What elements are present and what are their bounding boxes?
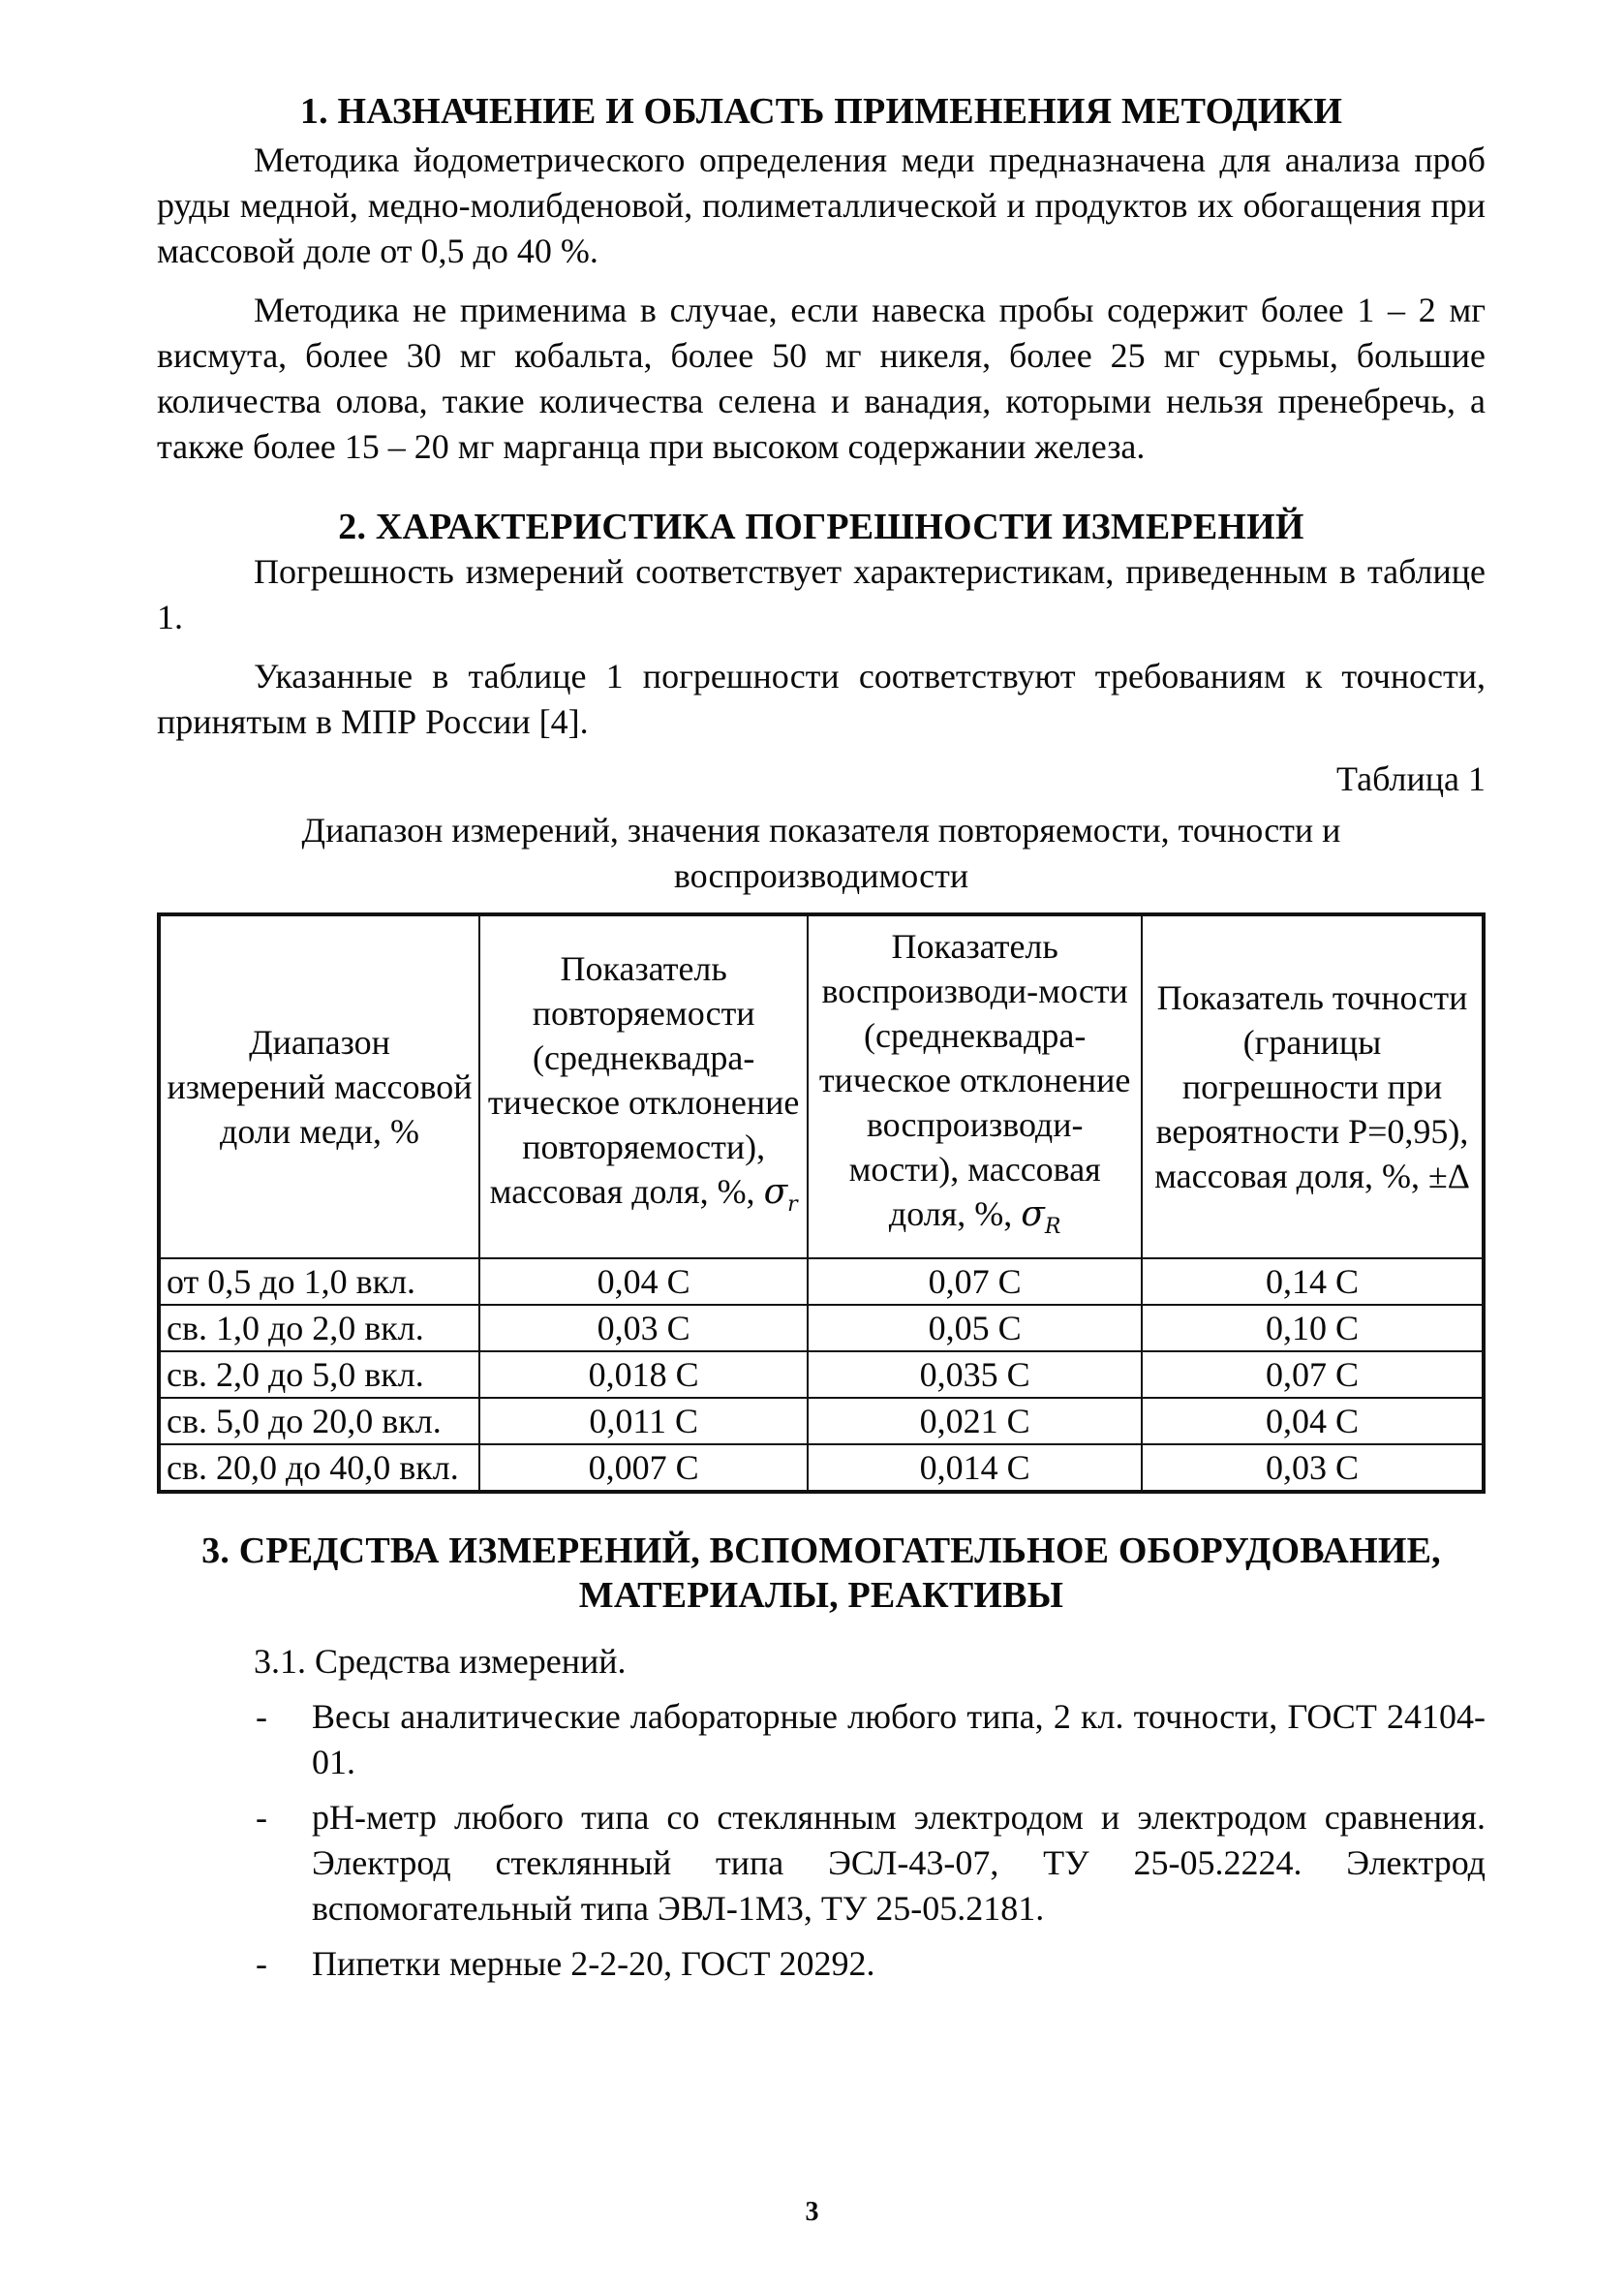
cell-range: св. 20,0 до 40,0 вкл. [159, 1444, 479, 1492]
section-3-title: 3. СРЕДСТВА ИЗМЕРЕНИЙ, ВСПОМОГАТЕЛЬНОЕ ОБОРУДОВАНИЕ, МАТЕРИАЛЫ, РЕАКТИВЫ [201, 1530, 1441, 1617]
cell-reproducibility: 0,05 С [808, 1305, 1142, 1351]
cell-reproducibility: 0,035 С [808, 1351, 1142, 1398]
header-reproducibility: Показатель воспроизводи-мости (среднеквадра-тическое отклонение воспроизводи-мости), массовая доля, %, $\sigma_R$ [808, 914, 1142, 1258]
list-item: - Пипетки мерные 2-2-20, ГОСТ 20292. [157, 1941, 1486, 1987]
list-dash: - [256, 1798, 267, 1838]
table-row [159, 1444, 1484, 1492]
section-2-title: 2. ХАРАКТЕРИСТИКА ПОГРЕШНОСТИ ИЗМЕРЕНИЙ [338, 507, 1304, 547]
cell-accuracy: 0,03 С [1142, 1444, 1484, 1492]
section-2-paragraph-1: Погрешность измерений соответствует характеристикам, приведенным в таблице 1. [157, 552, 1486, 636]
cell-range: св. 2,0 до 5,0 вкл. [159, 1351, 479, 1398]
table-label: Таблица 1 [1336, 759, 1486, 798]
table-caption: Диапазон измерений, значения показателя повторяемости, точности и воспроизводимости [301, 811, 1341, 895]
equipment-list [157, 1694, 1486, 1987]
cell-accuracy: 0,07 С [1142, 1351, 1484, 1398]
cell-reproducibility: 0,021 С [808, 1398, 1142, 1444]
section-1-title: 1. НАЗНАЧЕНИЕ И ОБЛАСТЬ ПРИМЕНЕНИЯ МЕТОДИКИ [299, 91, 1343, 132]
subsection-3-1-title: 3.1. Средства измерений. [254, 1642, 627, 1682]
cell-accuracy: 0,10 С [1142, 1305, 1484, 1351]
table-header-row [159, 914, 1484, 1258]
precision-table [157, 912, 1486, 1494]
page-number: 3 [805, 2197, 819, 2227]
header-range: Диапазон измерений массовой доли меди, % [159, 914, 479, 1258]
cell-repeatability: 0,04 С [479, 1258, 808, 1305]
cell-range: св. 5,0 до 20,0 вкл. [159, 1398, 479, 1444]
cell-range: от 0,5 до 1,0 вкл. [159, 1258, 479, 1305]
table-row [159, 1398, 1484, 1444]
list-item: - Весы аналитические лабораторные любого типа, 2 кл. точности, ГОСТ 24104-01. [157, 1694, 1486, 1785]
header-repeatability: Показатель повторяемости (среднеквадра-тическое отклонение повторяемости), массовая доля, %, $\sigma_r$ [479, 914, 808, 1258]
table-row [159, 1351, 1484, 1398]
document-page [157, 89, 1486, 1987]
cell-repeatability: 0,011 С [479, 1398, 808, 1444]
list-dash: - [256, 1697, 267, 1737]
section-1-paragraph-1: Методика йодометрического определения меди предназначена для анализа проб руды медной, медно-молибденовой, полиметаллической и продуктов их обогащения при массовой доле от 0,5 до 40 %. [157, 140, 1486, 270]
cell-reproducibility: 0,07 С [808, 1258, 1142, 1305]
table-row [159, 1258, 1484, 1305]
section-1-paragraph-2: Методика не применима в случае, если навеска пробы содержит более 1 – 2 мг висмута, более 30 мг кобальта, более 50 мг никеля, более 25 мг сурьмы, большие количества олова, такие количества селена и ванадия, которыми нельзя пренебречь, а также более 15 – 20 мг марганца при высоком содержании железа. [157, 291, 1486, 466]
section-2-paragraph-2: Указанные в таблице 1 погрешности соответствуют требованиям к точности, принятым в МПР России [4]. [157, 657, 1486, 741]
cell-accuracy: 0,04 С [1142, 1398, 1484, 1444]
list-dash: - [256, 1944, 267, 1984]
cell-reproducibility: 0,014 С [808, 1444, 1142, 1492]
cell-accuracy: 0,14 С [1142, 1258, 1484, 1305]
cell-range: св. 1,0 до 2,0 вкл. [159, 1305, 479, 1351]
list-item: - рН-метр любого типа со стеклянным электродом и электродом сравнения. Электрод стеклянный типа ЭСЛ-43-07, ТУ 25-05.2224. Электрод вспомогательный типа ЭВЛ-1М3, ТУ 25-05.2181. [157, 1795, 1486, 1932]
cell-repeatability: 0,03 С [479, 1305, 808, 1351]
sigma-R-symbol: $\sigma_R$ [1021, 1194, 1061, 1240]
header-accuracy: Показатель точности (границы погрешности при вероятности Р=0,95), массовая доля, %, ±Δ [1142, 914, 1484, 1258]
sigma-r-symbol: $\sigma_r$ [763, 1172, 798, 1218]
cell-repeatability: 0,007 С [479, 1444, 808, 1492]
table-row [159, 1305, 1484, 1351]
cell-repeatability: 0,018 С [479, 1351, 808, 1398]
